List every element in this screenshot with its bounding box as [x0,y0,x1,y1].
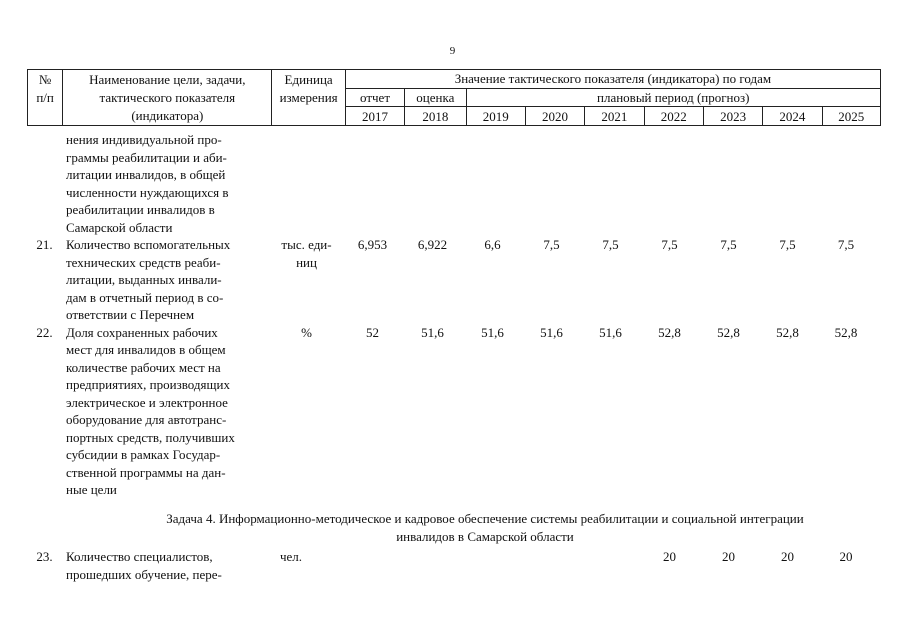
value-cell: 51,6 [421,324,444,340]
name-line: Количество специалистов, [66,549,213,564]
value-cell: 20 [839,549,853,564]
name-line: Доля сохраненных рабочих [66,324,218,340]
task-heading-line: инвалидов в Самарской области [396,528,574,544]
table-body [27,131,881,499]
name-line: Количество вспомогательных [66,237,231,252]
table-row [27,131,881,236]
name-line: предприятиях, производящих [66,377,230,392]
table-row [27,548,881,583]
name-line: прошедших обучение, пере- [66,566,222,582]
name-line: дам в отчетный период в со- [66,289,224,305]
value-cell: 51,6 [540,324,563,340]
value-cell: 52,8 [658,324,681,340]
row-num: 21. [36,237,53,252]
name-line: электрическое и электронное [66,394,228,410]
value-cell: 52 [366,324,379,340]
header-year: 2023 [703,107,762,126]
value-cell: 51,6 [599,324,622,340]
name-line: численности нуждающихся в [66,184,229,200]
name-line: граммы реабилитации и аби- [66,149,227,165]
value-cell: 7,5 [779,237,796,252]
value-cell: 52,8 [717,324,740,340]
header-year: 2021 [585,107,644,126]
header-num-line: № [38,72,52,87]
header-year: 2022 [644,107,703,126]
value-cell: 6,6 [484,237,501,252]
header-estimate: оценка [405,88,466,107]
table-row [27,324,881,499]
header-report: отчет [345,88,404,107]
continuation-text [62,131,270,236]
header-num [28,70,63,126]
row-num: 22. [36,324,53,340]
name-line: технических средств реаби- [66,254,221,270]
row-unit [270,236,343,271]
row-name [62,236,270,324]
header-num-line: п/п [36,90,54,105]
header-name-line: Наименование цели, задачи, [89,72,246,87]
name-line: Самарской области [66,219,173,235]
header-year: 2019 [466,107,525,126]
header-plan: плановый период (прогноз) [466,88,880,107]
unit-line: тыс. еди- [281,237,332,252]
task-heading-line: Задача 4. Информационно-методическое и кадровое обеспечение системы реабилитации и социальной интеграции [166,511,804,526]
name-line: ные цели [66,482,117,497]
header-name-line: (индикатора) [131,108,204,123]
name-line: портных средств, получивших [66,429,235,445]
value-cell: 7,5 [543,237,560,252]
value-cell: 7,5 [837,237,855,252]
name-line: нения индивидуальной про- [66,132,222,147]
header-name-line: тактического показателя [99,90,236,105]
value-cell: 6,953 [357,237,388,252]
value-cell: 20 [663,549,676,564]
header-values-title: Значение тактического показателя (индикатора) по годам [345,70,880,89]
header-year: 2018 [405,107,466,126]
header-unit-line: измерения [279,90,338,105]
task-heading [90,510,880,545]
header-name [63,70,272,126]
row-name [62,548,270,583]
value-cell: 20 [781,549,794,564]
name-line: литации инвалидов, в общей [66,167,226,182]
unit-line: % [301,324,312,340]
name-line: ответствии с Перечнем [66,307,195,322]
value-cell: 6,922 [417,237,448,252]
name-line: литации, выданных инвали- [66,272,222,287]
header-unit [272,70,345,126]
header-year: 2020 [525,107,584,126]
name-line: ственной программы на дан- [66,464,226,480]
table-row [27,236,881,324]
unit-line: ниц [296,254,317,270]
value-cell: 7,5 [602,237,619,252]
header-year: 2024 [763,107,822,126]
name-line: оборудование для автотранс- [66,412,227,427]
row-num: 23. [36,549,53,564]
name-line: количестве рабочих мест на [66,359,221,375]
value-cell: 52,8 [776,324,799,340]
table-header [27,69,881,126]
header-year: 2017 [345,107,404,126]
value-cell: 7,5 [661,237,678,252]
row-name [62,324,270,499]
value-cell: 7,5 [720,237,737,252]
name-line: мест для инвалидов в общем [66,342,226,357]
name-line: субсидии в рамках Государ- [66,447,221,462]
page-number: 9 [449,45,456,57]
value-cell: 52,8 [834,324,858,340]
value-cell: 51,6 [481,324,504,340]
header-unit-line: Единица [284,72,333,87]
row-unit [270,324,343,342]
value-cell: 20 [722,549,735,564]
row-unit: чел. [280,549,303,564]
header-year: 2025 [822,107,880,126]
name-line: реабилитации инвалидов в [66,202,215,217]
